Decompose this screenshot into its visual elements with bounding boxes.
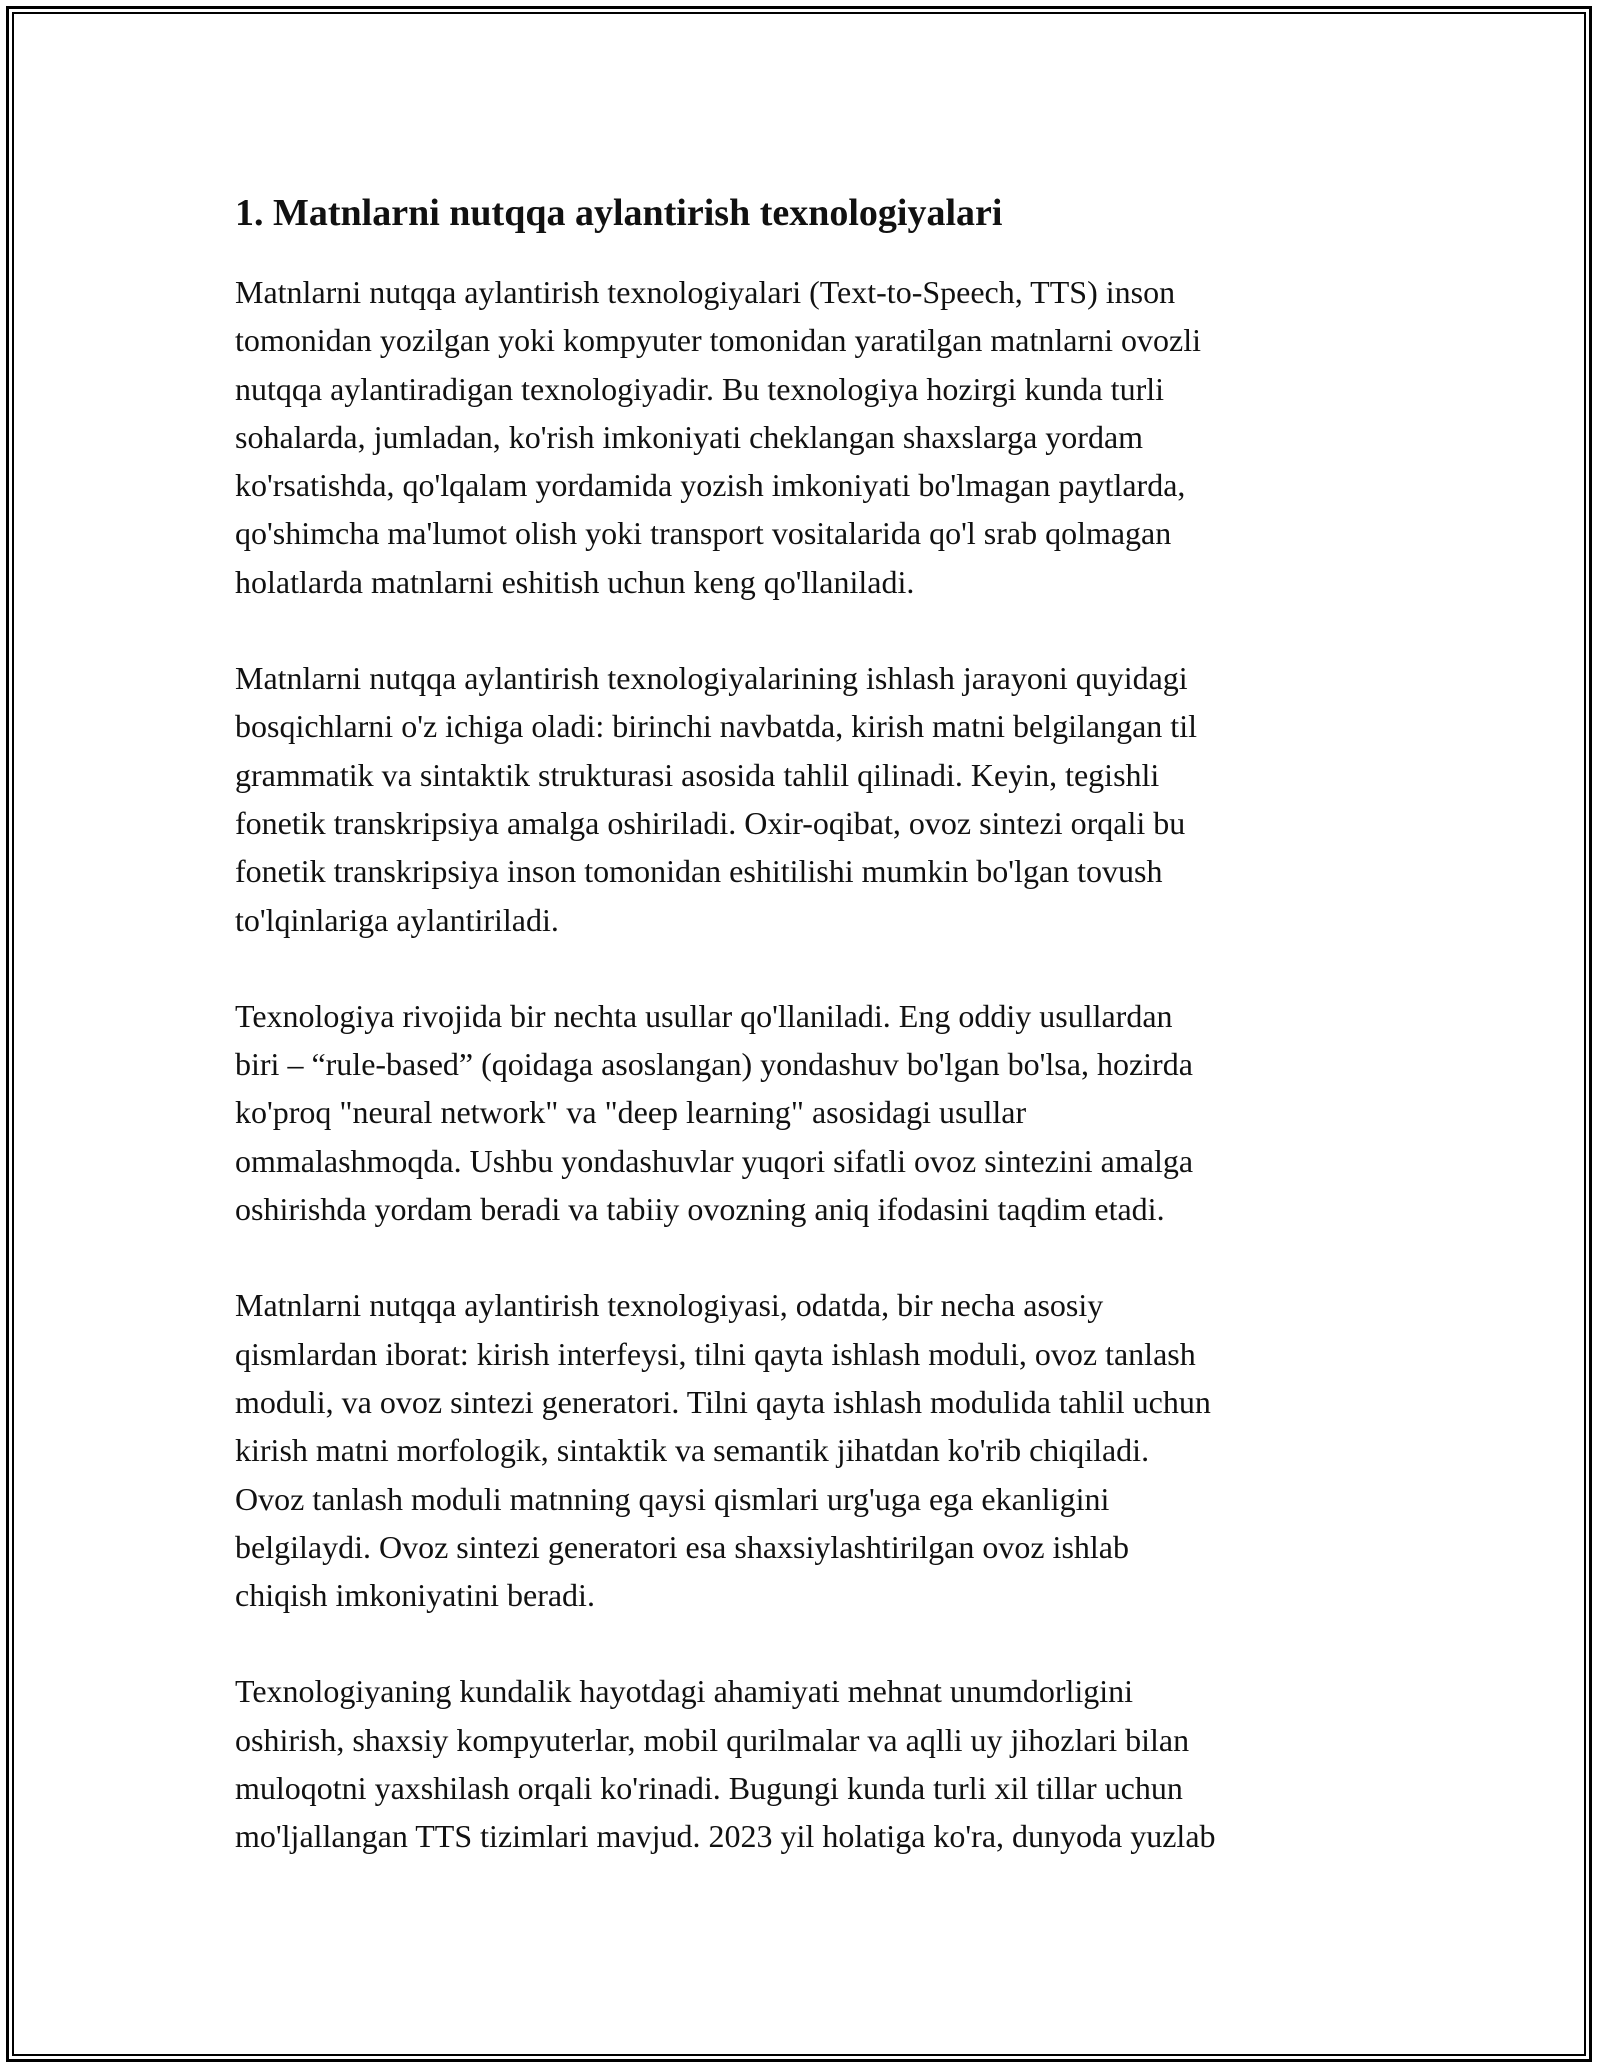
paragraph-intro: Matnlarni nutqqa aylantirish texnologiyalari (Text-to-Speech, TTS) inson tomonidan yozilgan yoki kompyuter tomonidan yaratilgan matnlarni ovozli nutqqa aylantiradigan texnologiyadir. Bu texnologiya hozirgi kunda turli sohalarda, jumladan, ko'rish imkoniyati cheklangan shaxslarga yordam ko'rsatishda, qo'lqalam yordamida yozish imkoniyati bo'lmagan paytlarda, qo'shimcha ma'lumot olish yoki transport vositalarida qo'l srab qolmagan holatlarda matnlarni eshitish uchun keng qo'llaniladi.: [235, 274, 1202, 600]
paragraph-methods: Texnologiya rivojida bir nechta usullar qo'llaniladi. Eng oddiy usullardan biri – “rule-based” (qoidaga asoslangan) yondashuv bo'lgan bo'lsa, hozirda ko'proq "neural network" va "deep learning" asosidagi usullar ommalashmoqda. Ushbu yondashuvlar yuqori sifatli ovoz sintezini amalga oshirishda yordam beradi va tabiiy ovozning aniq ifodasini taqdim etadi.: [235, 997, 1194, 1228]
paragraph-components: Matnlarni nutqqa aylantirish texnologiyasi, odatda, bir necha asosiy qismlardan iborat: kirish interfeysi, tilni qayta ishlash moduli, ovoz tanlash moduli, va ovoz sintezi generatori. Tilni qayta ishlash modulida tahlil uchun kirish matni morfologik, sintaktik va semantik jihatdan ko'rib chiqiladi. Ovoz tanlash moduli matnning qaysi qismlari urg'uga ega ekanligini belgilaydi. Ovoz sintezi generatori esa shaxsiylashtirilgan ovoz ishlab chiqish imkoniyatini beradi.: [235, 1287, 1211, 1614]
paragraph-importance: Texnologiyaning kundalik hayotdagi ahamiyati mehnat unumdorligini oshirish, shaxsiy kompyuterlar, mobil qurilmalar va aqlli uy jihozlari bilan muloqotni yaxshilash orqali ko'rinadi. Bugungi kunda turli xil tillar uchun mo'ljallangan TTS tizimlari mavjud. 2023 yil holatiga ko'ra, dunyoda yuzlab: [235, 1673, 1216, 1855]
document-body: [235, 180, 1385, 1909]
paragraph-process: Matnlarni nutqqa aylantirish texnologiyalarining ishlash jarayoni quyidagi bosqichlarni o'z ichiga oladi: birinchi navbatda, kirish matni belgilangan til grammatik va sintaktik strukturasi asosida tahlil qilinadi. Keyin, tegishli fonetik transkripsiya amalga oshiriladi. Oxir-oqibat, ovoz sintezi orqali bu fonetik transkripsiya inson tomonidan eshitilishi mumkin bo'lgan tovush to'lqinlariga aylantiriladi.: [235, 660, 1197, 938]
section-title: 1. Matnlarni nutqqa aylantirish texnologiyalari: [235, 192, 1003, 234]
